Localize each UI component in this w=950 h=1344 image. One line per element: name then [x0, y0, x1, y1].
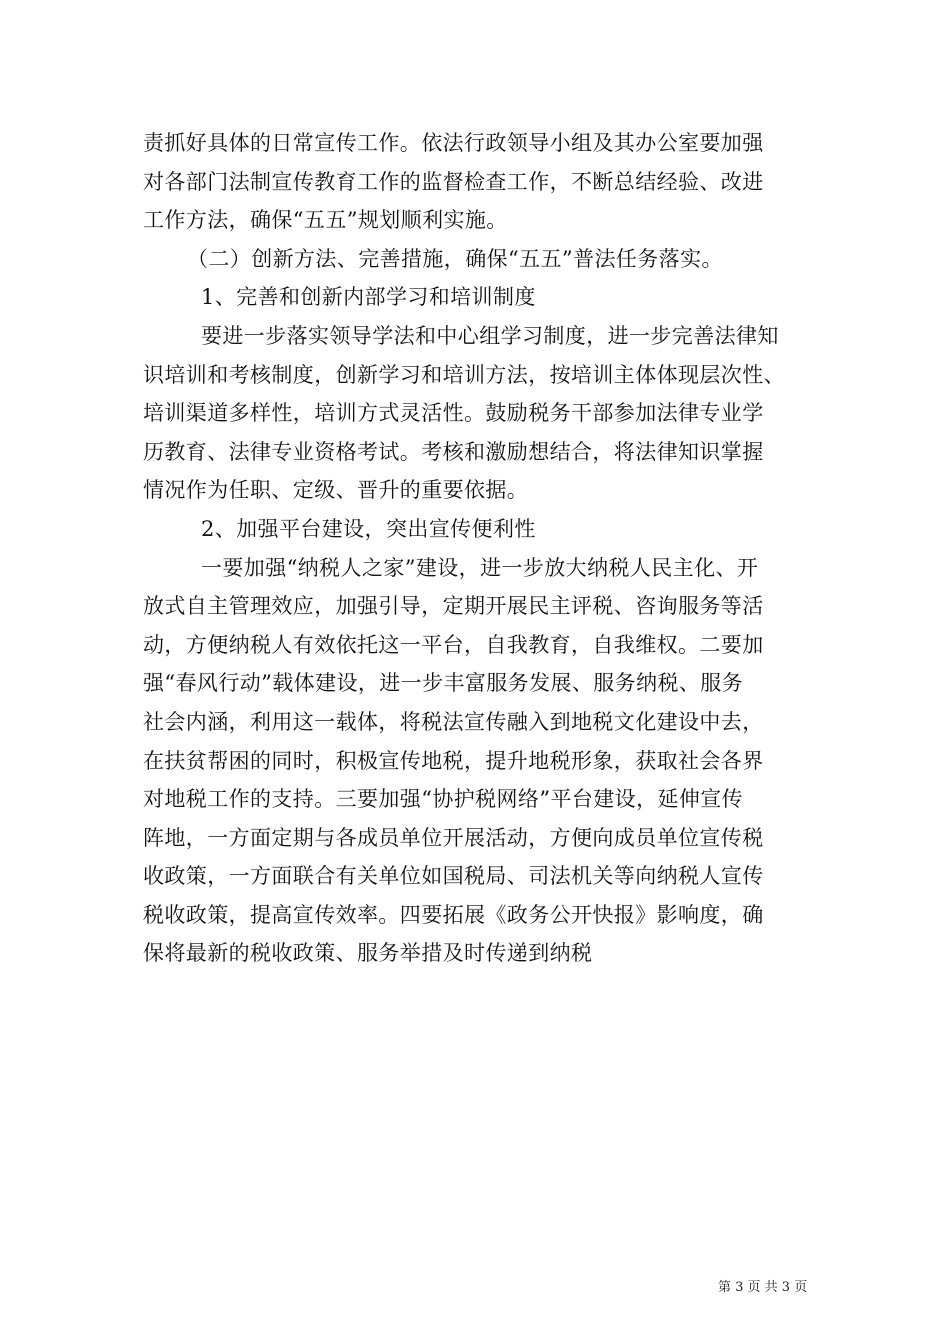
body-text — [143, 124, 813, 973]
text-line: 责抓好具体的日常宣传工作。依法行政领导小组及其办公室要加强 — [143, 131, 764, 155]
text-line: 情况作为任职、定级、晋升的重要依据。 — [143, 478, 529, 503]
text-line: 收政策，一方面联合有关单位如国税局、司法机关等向纳税人宣传 — [143, 864, 764, 889]
text-line: 一要加强“纳税人之家”建设，进一步放大纳税人民主化、开 — [201, 555, 759, 580]
text-line: 放式自主管理效应，加强引导，定期开展民主评税、咨询服务等活 — [143, 594, 764, 619]
page-number: 第 3 页 共 3 页 — [718, 1280, 808, 1295]
text-line: 阵地，一方面定期与各成员单位开展活动，方便向成员单位宣传税 — [143, 825, 764, 850]
subsection-heading: 2、加强平台建设，突出宣传便利性 — [201, 516, 536, 541]
text-line: 强“春风行动”载体建设，进一步丰富服务发展、服务纳税、服务 — [143, 671, 744, 696]
text-line: 社会内涵，利用这一载体，将税法宣传融入到地税文化建设中去， — [143, 709, 764, 734]
text-line: 对地税工作的支持。三要加强“协护税网络”平台建设，延伸宣传 — [143, 787, 744, 812]
text-line: 工作方法，确保“五五”规划顺利实施。 — [143, 208, 508, 233]
text-line: 税收政策，提高宣传效率。四要拓展《政务公开快报》影响度，确 — [143, 902, 764, 927]
section-heading: （二）创新方法、完善措施，确保“五五”普法任务落实。 — [187, 246, 723, 271]
text-line: 培训渠道多样性，培训方式灵活性。鼓励税务干部参加法律专业学 — [143, 401, 764, 426]
text-line: 对各部门法制宣传教育工作的监督检查工作，不断总结经验、改进 — [143, 169, 764, 194]
text-line: 动，方便纳税人有效依托这一平台，自我教育，自我维权。二要加 — [143, 632, 764, 657]
text-line: 要进一步落实领导学法和中心组学习制度，进一步完善法律知 — [201, 323, 779, 348]
text-line: 识培训和考核制度，创新学习和培训方法，按培训主体体现层次性、 — [143, 362, 785, 387]
subsection-heading: 1、完善和创新内部学习和培训制度 — [201, 285, 536, 310]
text-line: 历教育、法律专业资格考试。考核和激励想结合，将法律知识掌握 — [143, 439, 764, 464]
text-line: 保将最新的税收政策、服务举措及时传递到纳税 — [143, 941, 593, 966]
text-line: 在扶贫帮困的同时，积极宣传地税，提升地税形象，获取社会各界 — [143, 748, 764, 773]
